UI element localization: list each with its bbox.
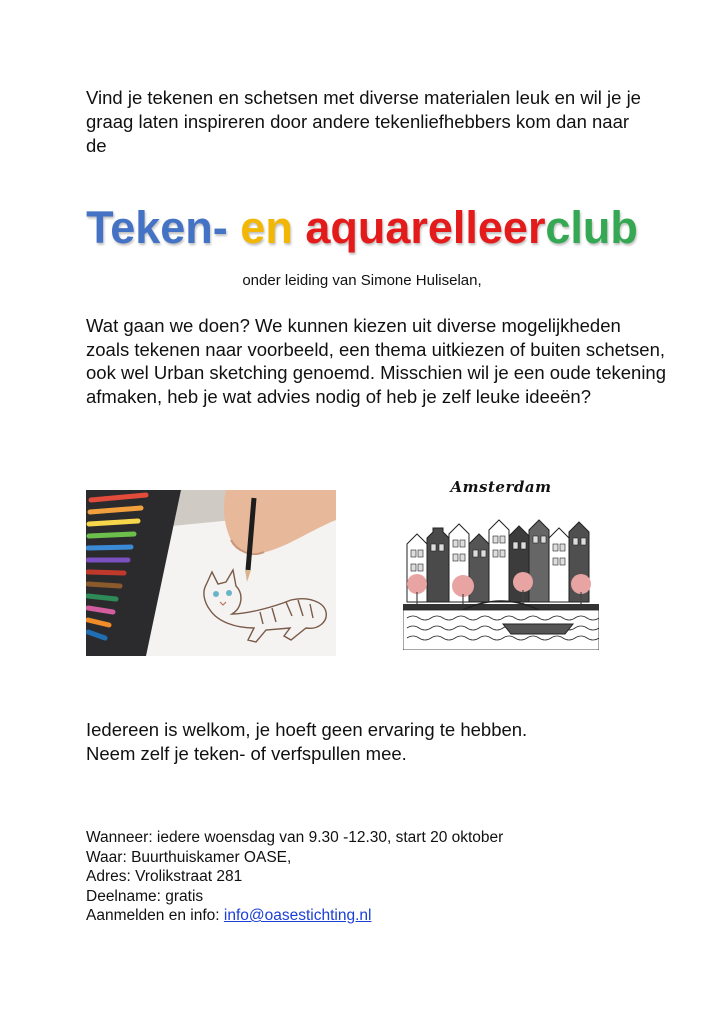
amsterdam-sketch — [403, 474, 599, 650]
email-link[interactable]: info@oasestichting.nl — [223, 907, 372, 924]
welcome-line-1: Iedereen is welkom, je hoeft geen ervaring te hebben. — [86, 719, 528, 740]
info-where: Waar: Buurthuiskamer OASE, — [86, 848, 292, 866]
signup-label: Aanmelden en info: — [86, 907, 224, 924]
title-part-teken: Teken- — [86, 202, 228, 253]
drawing-photo — [86, 490, 336, 656]
info-fee: Deelname: gratis — [86, 887, 204, 905]
page-title — [0, 200, 724, 256]
drawing-photo-illustration — [86, 490, 336, 656]
welcome-text — [86, 718, 666, 766]
info-signup — [86, 906, 666, 926]
title-part-aquarelleer: aquarelleer — [305, 202, 546, 253]
sketch-title: Amsterdam — [450, 478, 552, 496]
welcome-line-2: Neem zelf je teken- of verfspullen mee. — [86, 743, 407, 764]
title-part-club: club — [545, 202, 638, 253]
info-when: Wanneer: iedere woensdag van 9.30 -12.30, start 20 oktober — [86, 829, 504, 846]
canal-houses-illustration — [403, 474, 599, 650]
subtitle: onder leiding van Simone Huliselan, — [242, 272, 482, 289]
intro-text: Vind je tekenen en schetsen met diverse materialen leuk en wil je je graag laten inspireren door andere tekenliefhebbers kom dan naar de — [86, 87, 641, 156]
info-address: Adres: Vrolikstraat 281 — [86, 868, 243, 885]
body-text: Wat gaan we doen? We kunnen kiezen uit diverse mogelijkheden zoals tekenen naar voorbeeld, een thema uitkiezen of buiten schetsen, ook wel Urban sketching genoemd. Misschien wil je een oude tekening afmaken, heb je wat advies nodig of heb je zelf leuke ideeën? — [86, 315, 667, 407]
title-part-en: en — [240, 202, 293, 253]
event-info — [86, 828, 666, 926]
